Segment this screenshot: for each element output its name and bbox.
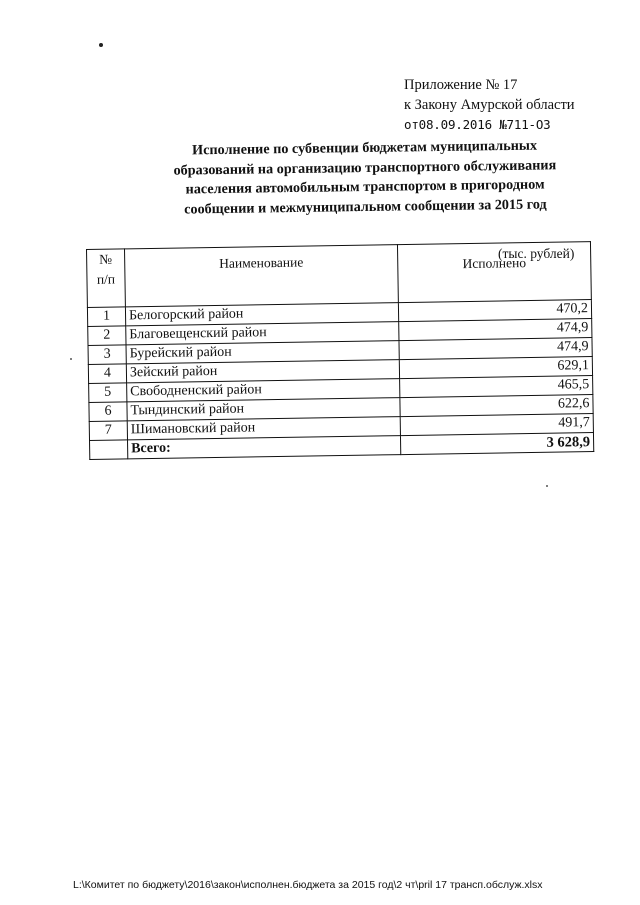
row-number: 7 — [89, 421, 127, 441]
total-label: Всего: — [128, 436, 401, 459]
row-value: 470,2 — [398, 300, 591, 322]
title-line: образований на организацию транспортного обслуживания — [173, 156, 557, 179]
row-district: Тындинский район — [127, 398, 400, 421]
title-line: сообщении и межмуниципальном сообщении за 2015 год — [184, 195, 547, 218]
row-district: Шимановский район — [127, 417, 400, 440]
row-number: 4 — [88, 364, 126, 384]
scan-dot — [99, 43, 103, 47]
row-district: Зейский район — [126, 360, 399, 383]
title-line: Исполнение по субвенции бюджетам муниципальных — [192, 137, 538, 159]
title-line: населения автомобильным транспортом в пригородном — [185, 176, 545, 198]
table-header-row — [87, 242, 592, 308]
header-executed: Исполнено — [397, 242, 591, 303]
row-number: 6 — [89, 402, 127, 422]
scan-speck — [546, 485, 548, 487]
row-number: 5 — [89, 383, 127, 403]
row-value: 474,9 — [399, 338, 592, 360]
execution-table — [86, 241, 594, 460]
row-district: Бурейский район — [126, 341, 399, 364]
row-value: 474,9 — [399, 319, 592, 341]
header-name: Наименование — [125, 245, 399, 307]
row-value: 465,5 — [400, 376, 593, 398]
appendix-number: Приложение № 17 — [404, 77, 518, 93]
scan-speck — [70, 358, 72, 360]
header-number-line1: № — [99, 251, 113, 267]
units-label: (тыс. рублей) — [498, 246, 575, 261]
appendix-header — [404, 76, 575, 135]
appendix-law: к Закону Амурской области — [404, 96, 575, 113]
total-number-cell — [90, 440, 128, 460]
row-value: 491,7 — [400, 414, 593, 436]
file-path-footer: L:\Комитет по бюджету\2016\закон\исполнен.бюджета за 2015 год\2 чт\pril 17 трансп.обслуж.xlsx — [73, 879, 543, 891]
data-table — [86, 241, 594, 460]
row-district: Белогорский район — [125, 303, 398, 326]
appendix-date: от08.09.2016 №711-ОЗ — [404, 117, 551, 132]
header-number-line2: п/п — [96, 271, 116, 287]
row-number: 2 — [88, 326, 126, 346]
header-number — [87, 249, 126, 308]
row-district: Свободненский район — [127, 379, 400, 402]
row-value: 629,1 — [399, 357, 592, 379]
row-number: 1 — [87, 307, 125, 327]
row-value: 622,6 — [400, 395, 593, 417]
row-number: 3 — [88, 345, 126, 365]
total-value: 3 628,9 — [400, 433, 593, 455]
document-title — [129, 136, 600, 221]
row-district: Благовещенский район — [126, 322, 399, 345]
